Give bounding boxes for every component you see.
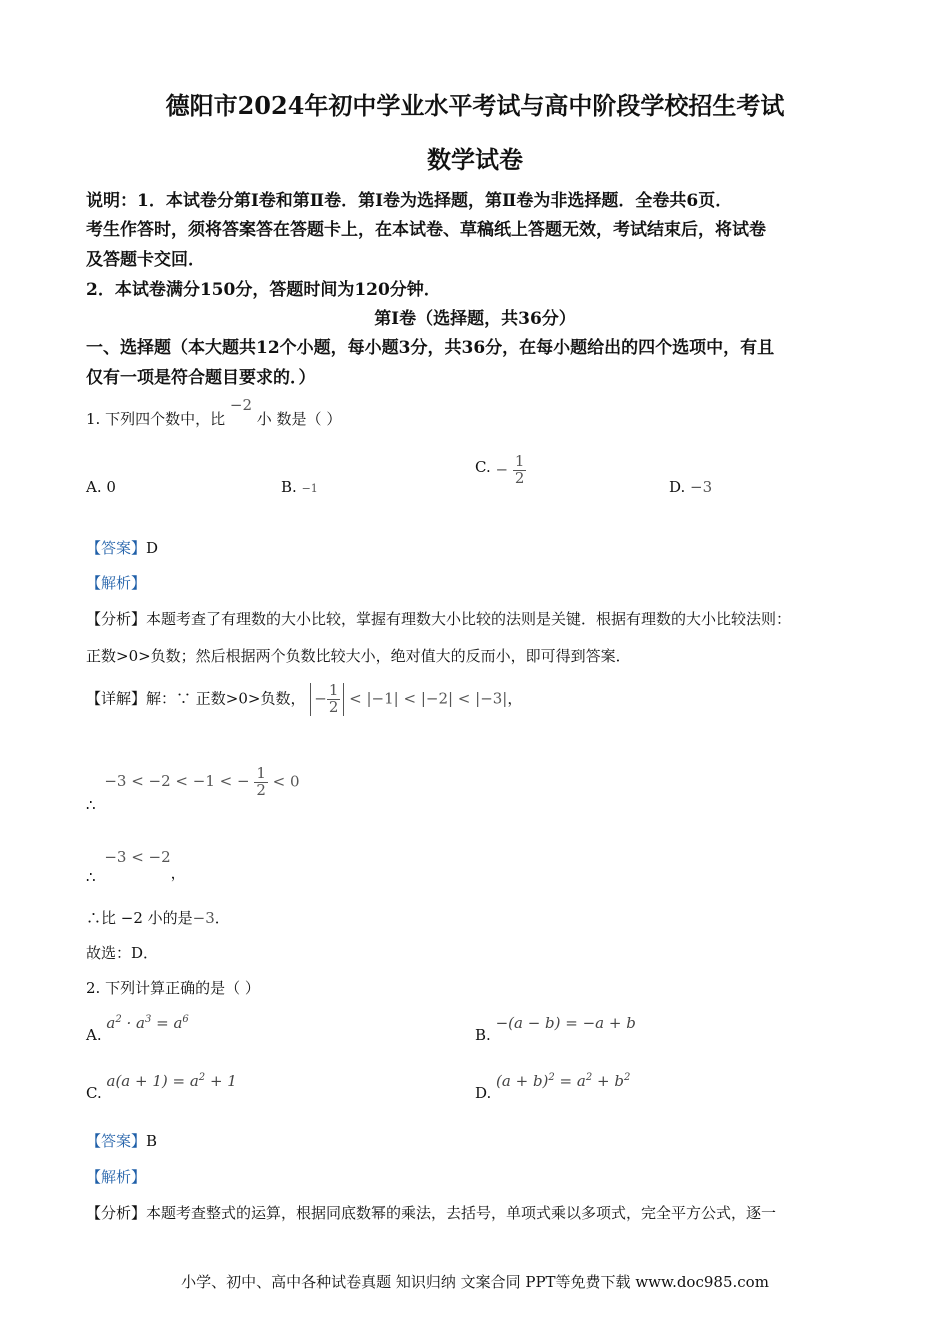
q1-step-1 bbox=[86, 764, 300, 815]
q1-option-b-label: B. bbox=[281, 478, 297, 496]
q1-fenxi-line-2: 正数>0>负数；然后根据两个负数比较大小，绝对值大的反而小，即可得到答案． bbox=[86, 647, 631, 665]
q2-option-b-math: −(a − b) = −a + b bbox=[495, 1014, 636, 1032]
q1-conclusion: ∴比 −2 小的是−3． bbox=[86, 909, 230, 927]
q1-step-1-math: −3 < −2 < −1 < − bbox=[104, 772, 250, 791]
instruction-line-3: 及答题卡交回． bbox=[86, 250, 205, 270]
instruction-line-4: 2．本试卷满分150分，答题时间为120分钟． bbox=[86, 280, 441, 300]
q2-fenxi-line-1 bbox=[86, 1202, 776, 1223]
q2-option-d-label: D. bbox=[475, 1084, 492, 1102]
q1-fenxi-line-1 bbox=[86, 608, 791, 629]
q2-option-c-label: C. bbox=[86, 1084, 102, 1102]
q1-step-2-math: −3 < −2 bbox=[104, 848, 171, 866]
volume-title: 第Ⅰ卷（选择题，共36分） bbox=[374, 309, 576, 329]
q1-stem bbox=[86, 396, 342, 429]
q1-answer-value: D bbox=[146, 539, 159, 557]
q1-option-c-label: C. bbox=[475, 458, 491, 477]
instruction-line-2: 考生作答时，须将答案答在答题卡上，在本试卷、草稿纸上答题无效，考试结束后，将试卷 bbox=[86, 220, 766, 240]
q2-answer-value: B bbox=[146, 1132, 158, 1150]
q1-conclusion-text: ∴比 −2 小的是 bbox=[86, 909, 193, 927]
q1-step-2: ∴ −3 < −2， bbox=[86, 848, 186, 886]
q1-option-d bbox=[669, 478, 712, 496]
q1-option-b-math: −1 bbox=[301, 482, 318, 495]
q1-step-1-fraction: $\frac{1}{2}$ bbox=[256, 764, 266, 799]
q2-option-d-math: $(a + b)^2 = a^2 + b^2$ bbox=[496, 1072, 631, 1090]
q2-stem: 2. 下列计算正确的是（ ） bbox=[86, 979, 260, 997]
q1-detail: 【详解】解：∵ 正数>0>负数， − $\frac{1}{2}$ < |−1| < |−2| < |−3|， bbox=[86, 681, 523, 716]
q2-option-b bbox=[475, 1014, 636, 1044]
q1-option-c-fraction bbox=[513, 454, 527, 487]
q1-option-c-denominator: 2 bbox=[514, 468, 525, 487]
therefore-symbol: ∴ bbox=[86, 868, 96, 886]
section-heading-line-1: 一、选择题（本大题共12个小题，每小题3分，共36分，在每小题给出的四个选项中，有且 bbox=[86, 338, 775, 358]
answer-tag: 【答案】 bbox=[86, 539, 147, 557]
section-heading-line-2: 仅有一项是符合题目要求的．） bbox=[86, 368, 316, 388]
q2-option-d bbox=[475, 1072, 631, 1102]
q1-choose: 故选：D． bbox=[86, 944, 159, 962]
q1-analysis-tag: 【解析】 bbox=[86, 574, 147, 592]
q1-stem-number: −2 bbox=[229, 396, 252, 414]
q1-option-c bbox=[475, 454, 526, 487]
q2-option-a-math: $a^2 \cdot a^3 = a^6$ bbox=[106, 1014, 189, 1032]
q1-fenxi-text: 本题考查了有理数的大小比较，掌握有理数大小比较的法则是关键．根据有理数的大小比较法则： bbox=[146, 610, 792, 628]
q1-option-b bbox=[281, 478, 318, 496]
q1-option-c-numerator: 1 bbox=[514, 452, 525, 470]
q1-stem-text-tail: 小 数是（ ） bbox=[256, 410, 342, 428]
q2-option-a bbox=[86, 1014, 189, 1044]
page-footer: 小学、初中、高中各种试卷真题 知识归纳 文案合同 PPT等免费下载 www.doc985.com bbox=[181, 1273, 769, 1291]
q2-option-c bbox=[86, 1072, 237, 1102]
instruction-line-1: 说明：1．本试卷分第Ⅰ卷和第Ⅱ卷．第Ⅰ卷为选择题，第Ⅱ卷为非选择题．全卷共6页． bbox=[86, 191, 733, 211]
q1-step-1-tail: < 0 bbox=[272, 772, 300, 791]
exam-subtitle: 数学试卷 bbox=[427, 145, 523, 174]
q1-answer bbox=[86, 537, 158, 558]
q2-answer bbox=[86, 1130, 157, 1151]
q1-option-c-sign: − bbox=[495, 460, 509, 479]
q2-analysis-tag: 【解析】 bbox=[86, 1168, 147, 1186]
q2-option-c-math: $a(a + 1) = a^2 + 1$ bbox=[106, 1072, 237, 1090]
q2-option-a-label: A. bbox=[86, 1026, 102, 1044]
q1-option-d-label: D. bbox=[669, 478, 686, 496]
answer-tag: 【答案】 bbox=[86, 1132, 147, 1150]
q1-conclusion-math: −3 bbox=[192, 909, 215, 927]
q1-abs-half: − $\frac{1}{2}$ bbox=[310, 683, 344, 716]
exam-title: 德阳市2024年初中学业水平考试与高中阶段学校招生考试 bbox=[165, 91, 785, 120]
fenxi-tag: 【分析】 bbox=[86, 610, 147, 628]
q1-stem-text: 1. 下列四个数中，比 bbox=[86, 410, 226, 428]
q2-fenxi-text: 本题考查整式的运算，根据同底数幂的乘法，去括号，单项式乘以多项式，完全平方公式，逐一 bbox=[146, 1204, 777, 1222]
q2-option-b-label: B. bbox=[475, 1026, 491, 1044]
q1-option-a: A. 0 bbox=[86, 478, 116, 496]
q1-detail-math: < |−1| < |−2| < |−3| bbox=[349, 689, 508, 708]
detail-tag: 【详解】 bbox=[86, 689, 147, 708]
therefore-symbol: ∴ bbox=[86, 796, 96, 815]
q1-detail-text: 解：∵ 正数>0>负数， bbox=[146, 689, 306, 708]
fenxi-tag: 【分析】 bbox=[86, 1204, 147, 1222]
q1-option-d-math: −3 bbox=[690, 478, 713, 496]
